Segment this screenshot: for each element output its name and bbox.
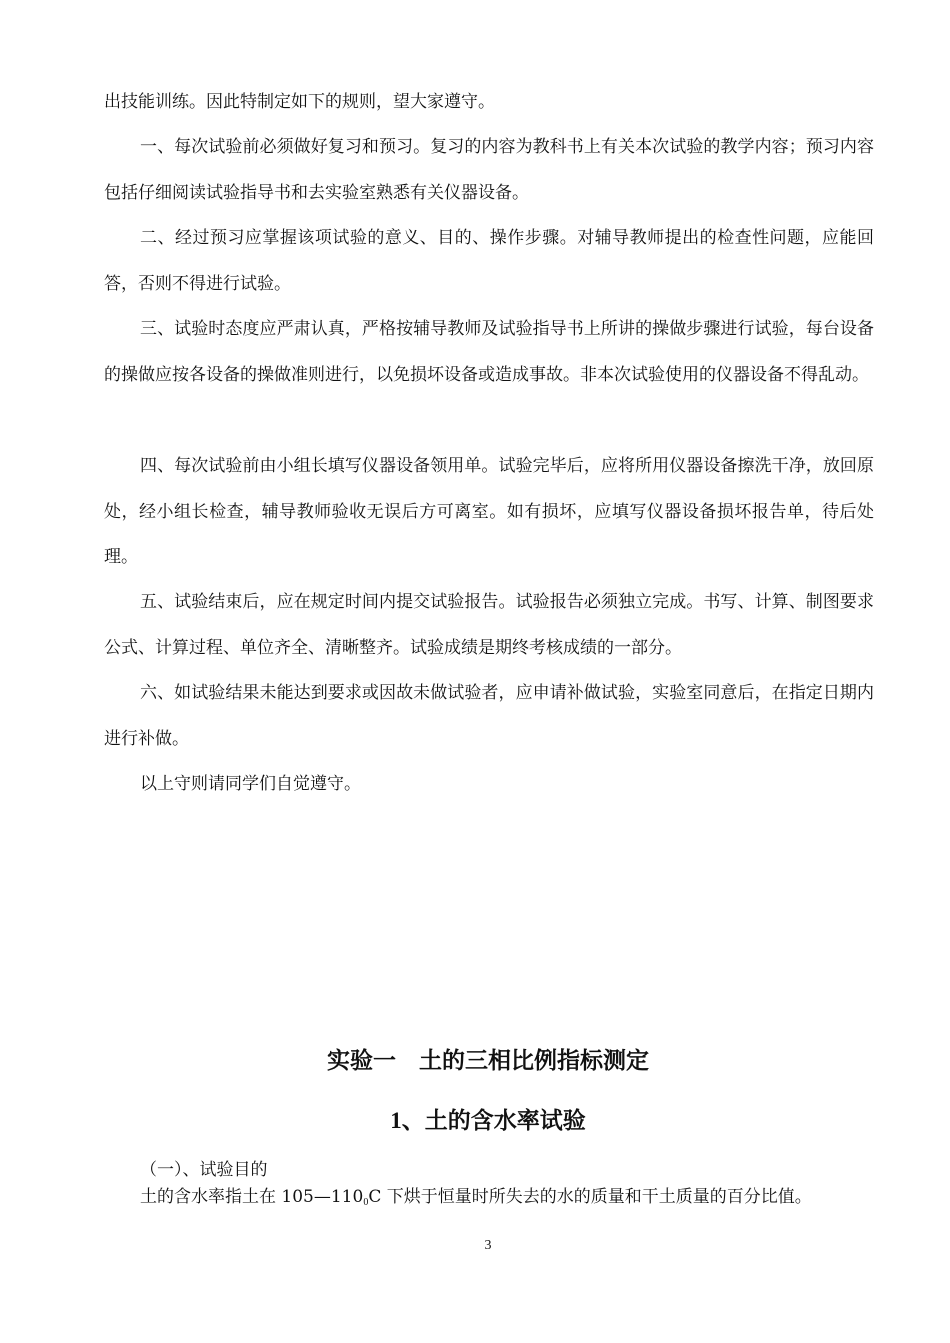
rule-6-paragraph: 六、如试验结果未能达到要求或因故未做试验者，应申请补做试验，实验室同意后，在指定日期内进行补做。 [104,683,874,749]
definition-text-after: C 下烘于恒量时所失去的水的质量和干土质量的百分比值。 [368,1187,812,1207]
definition-superscript: 0 [363,1197,369,1208]
rule-1-paragraph: 一、每次试验前必须做好复习和预习。复习的内容为教科书上有关本次试验的教学内容；预习内容包括仔细阅读试验指导书和去实验室熟悉有关仪器设备。 [104,137,874,203]
rule-2-paragraph: 二、经过预习应掌握该项试验的意义、目的、操作步骤。对辅导教师提出的检查性问题，应能回答，否则不得进行试验。 [104,228,874,294]
page-number: 3 [484,1238,492,1253]
section-heading [0,1102,950,1135]
section-number: 1 [390,1108,402,1133]
definition-paragraph [104,1175,874,1226]
experiment-title: 实验一 土的三相比例指标测定 [327,1047,649,1074]
subsection-heading: （一）、试验目的 [140,1160,268,1180]
section-title: 、土的含水率试验 [401,1107,586,1134]
rule-4-paragraph: 四、每次试验前由小组长填写仪器设备领用单。试验完毕后，应将所用仪器设备擦洗干净，放回原处，经小组长检查，辅导教师验收无误后方可离室。如有损坏，应填写仪器设备损坏报告单，待后处理。 [104,456,874,567]
rule-3-paragraph: 三、试验时态度应严肃认真，严格按辅导教师及试验指导书上所讲的操做步骤进行试验，每台设备的操做应按各设备的操做准则进行，以免损坏设备或造成事故。非本次试验使用的仪器设备不得乱动。 [104,319,874,385]
closing-paragraph: 以上守则请同学们自觉遵守。 [140,774,361,794]
intro-paragraph: 出技能训练。因此特制定如下的规则，望大家遵守。 [104,92,495,112]
rule-5-paragraph: 五、试验结束后，应在规定时间内提交试验报告。试验报告必须独立完成。书写、计算、制图要求公式、计算过程、单位齐全、清晰整齐。试验成绩是期终考核成绩的一部分。 [104,592,874,658]
definition-text-before: 土的含水率指土在 105—110 [140,1187,364,1207]
